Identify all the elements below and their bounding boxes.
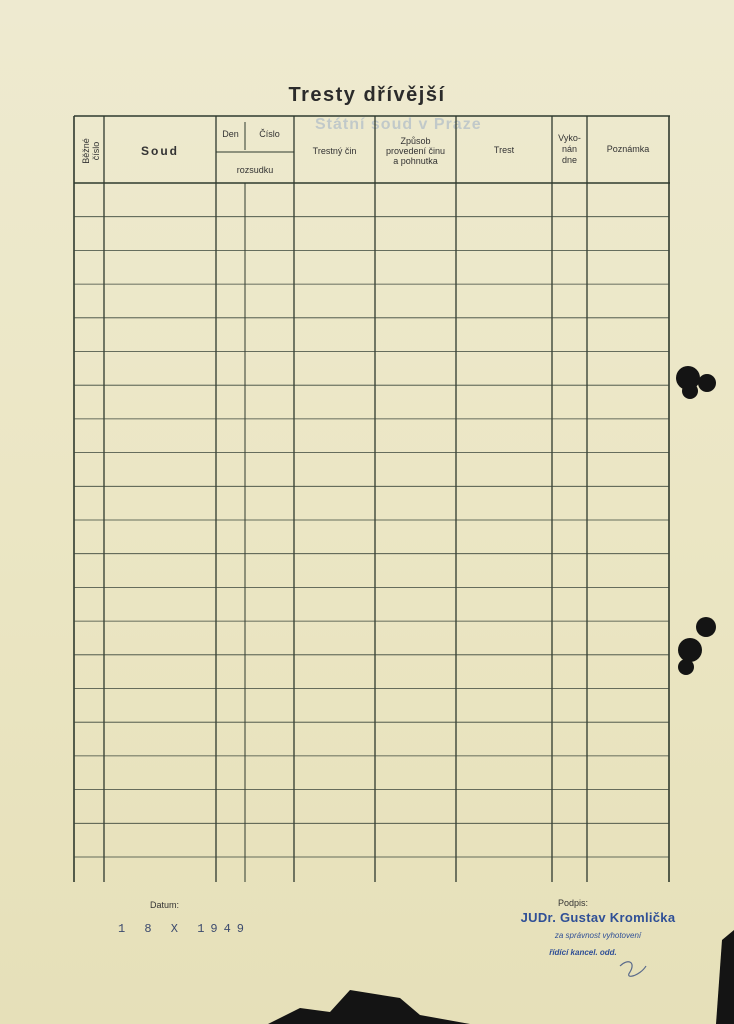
column-header-penalty: Trest (493, 145, 515, 155)
column-header-number: Číslo (259, 129, 280, 139)
column-header-judgment: rozsudku (236, 165, 274, 175)
column-header-day: Den (222, 129, 239, 139)
signature-label: Podpis: (558, 898, 589, 908)
signature-stamp-role-2: řídící kancel. odd. (549, 948, 617, 957)
column-header-court: Soud (141, 144, 179, 158)
signature-scribble (620, 962, 646, 977)
punch-hole-icon (696, 617, 716, 637)
column-header-index: Běžné číslo (81, 138, 101, 164)
column-header-served-2: nán (561, 144, 578, 154)
date-value: 1 8 X 1949 (118, 922, 251, 936)
column-header-served-1: Vyko- (558, 133, 581, 143)
date-label: Datum: (150, 900, 180, 910)
torn-edge-shadow (268, 990, 470, 1024)
column-header-method-3: a pohnutka (393, 156, 438, 166)
column-header-method-2: provedení činu (385, 146, 446, 156)
column-header-offense: Trestný čin (312, 146, 357, 156)
column-header-method-1: Způsob (400, 136, 431, 146)
column-header-note: Poznámka (606, 144, 650, 154)
column-header-served-3: dne (561, 155, 578, 165)
signature-stamp-role-1: za správnost vyhotovení (554, 931, 642, 940)
form-title: Tresty dřívější (288, 84, 446, 106)
faint-court-stamp: Státní soud v Praze (315, 116, 482, 133)
signature-stamp-name: JUDr. Gustav Kromlička (520, 910, 676, 925)
